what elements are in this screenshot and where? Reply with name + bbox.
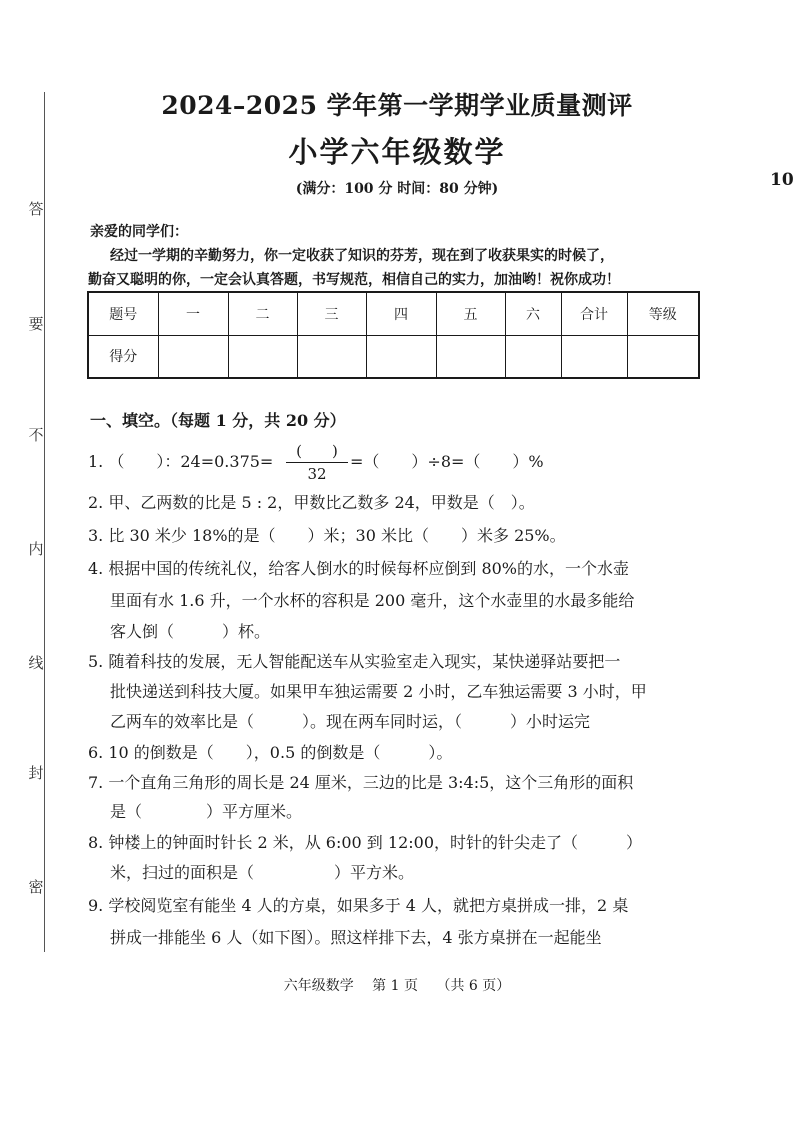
section-heading: 一、填空。（每题 1 分，共 20 分） <box>90 411 346 430</box>
score-cell[interactable] <box>228 335 297 378</box>
score-cell[interactable] <box>627 335 699 378</box>
exam-meta: (满分：100 分 时间：80 分钟) <box>295 181 499 197</box>
score-table-header-row <box>88 292 699 335</box>
question-1-left: 1. （ ）：24=0.375= <box>88 452 274 471</box>
score-cell[interactable] <box>158 335 228 378</box>
score-cell[interactable] <box>366 335 436 378</box>
exam-title: 2024–2025 学年第一学期学业质量测评 <box>161 91 633 120</box>
question-5-line-1: 5. 随着科技的发展，无人智能配送车从实验室走入现实，某快递驿站要把一 <box>88 652 621 671</box>
header-cell: 题号 <box>88 292 158 335</box>
score-table <box>87 291 700 379</box>
header-cell: 一 <box>158 292 228 335</box>
margin-char: 答 <box>28 200 44 218</box>
question-4-line-1: 4. 根据中国的传统礼仪，给客人倒水的时候每杯应倒到 80%的水，一个水壶 <box>88 559 630 578</box>
score-cell[interactable] <box>561 335 627 378</box>
margin-char: 线 <box>28 654 44 672</box>
margin-char: 不 <box>28 426 44 444</box>
question-3: 3. 比 30 米少 18%的是（ ）米；30 米比（ ）米多 25%。 <box>88 526 566 545</box>
question-1-fraction <box>286 440 348 483</box>
margin-char: 要 <box>28 315 44 333</box>
margin-char: 密 <box>28 878 44 896</box>
margin-char: 内 <box>28 540 44 558</box>
question-5-line-2: 批快递送到科技大厦。如果甲车独运需要 2 小时，乙车独运需要 3 小时，甲 <box>110 682 647 701</box>
question-4-line-3: 客人倒（ ）杯。 <box>110 622 271 641</box>
question-1-right: =（ ）÷8=（ ）% <box>350 452 544 471</box>
score-table-score-row <box>88 335 699 378</box>
question-9-line-1: 9. 学校阅览室有能坐 4 人的方桌，如果多于 4 人，就把方桌拼成一排，2 桌 <box>88 896 629 915</box>
score-cell[interactable] <box>505 335 561 378</box>
fraction-denominator: 32 <box>307 465 327 483</box>
intro-line-2: 勤奋又聪明的你，一定会认真答题，书写规范，相信自己的实力，加油哟！祝你成功！ <box>88 272 620 288</box>
question-8-line-2: 米，扫过的面积是（ ）平方米。 <box>110 863 415 882</box>
question-8-line-1: 8. 钟楼上的钟面时针长 2 米，从 6:00 到 12:00，时针的针尖走了（ ） <box>88 833 643 852</box>
row-label: 得分 <box>88 335 158 378</box>
question-5-line-3: 乙两车的效率比是（ ）。现在两车同时运，（ ）小时运完 <box>110 712 591 731</box>
page-footer: 六年级数学 第 1 页 （共 6 页） <box>283 978 511 994</box>
binding-line <box>44 92 45 952</box>
header-cell: 二 <box>228 292 297 335</box>
question-4-line-2: 里面有水 1.6 升，一个水杯的容积是 200 毫升，这个水壶里的水最多能给 <box>110 591 635 610</box>
question-9-line-2: 拼成一排能坐 6 人（如下图）。照这样排下去，4 张方桌拼在一起能坐 <box>110 928 602 947</box>
header-cell: 合计 <box>561 292 627 335</box>
score-cell[interactable] <box>297 335 366 378</box>
greeting: 亲爱的同学们： <box>90 224 188 240</box>
intro-line-1: 经过一学期的辛勤努力，你一定收获了知识的芬芳，现在到了收获果实的时候了， <box>110 248 614 264</box>
margin-char: 封 <box>28 764 44 782</box>
question-6: 6. 10 的倒数是（ ），0.5 的倒数是（ ）。 <box>88 743 453 762</box>
question-7-line-2: 是（ ）平方厘米。 <box>110 802 303 821</box>
header-cell: 五 <box>436 292 505 335</box>
header-cell: 三 <box>297 292 366 335</box>
page-mark: 10 <box>770 170 794 190</box>
header-cell: 等级 <box>627 292 699 335</box>
header-cell: 四 <box>366 292 436 335</box>
fraction-numerator: ( ) <box>286 440 348 463</box>
question-7-line-1: 7. 一个直角三角形的周长是 24 厘米，三边的比是 3:4:5，这个三角形的面积 <box>88 773 634 792</box>
question-2: 2. 甲、乙两数的比是 5 : 2，甲数比乙数多 24，甲数是（ ）。 <box>88 493 535 512</box>
header-cell: 六 <box>505 292 561 335</box>
exam-subject: 小学六年级数学 <box>288 135 506 169</box>
score-cell[interactable] <box>436 335 505 378</box>
